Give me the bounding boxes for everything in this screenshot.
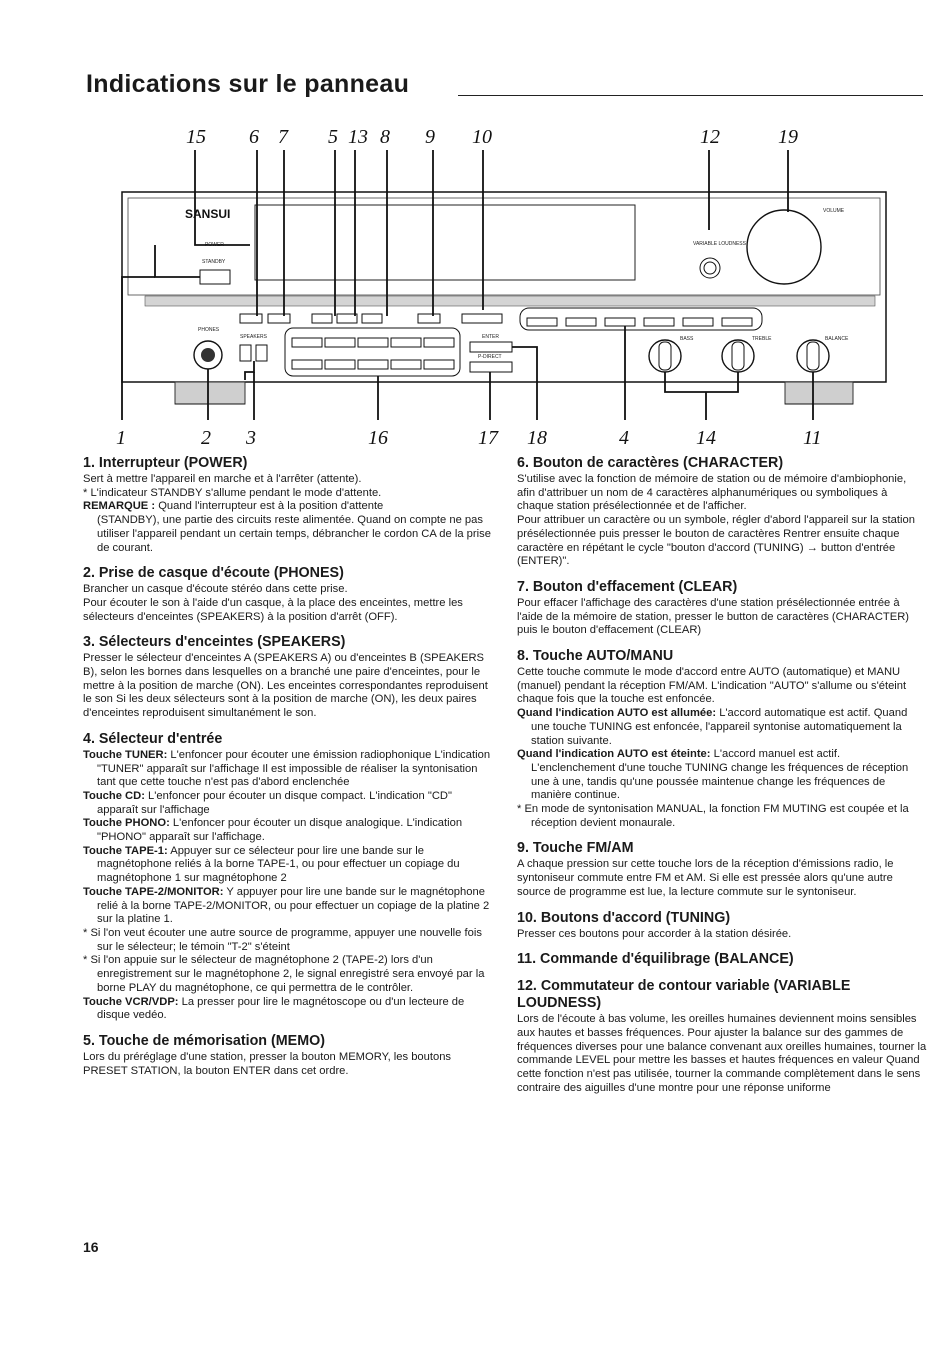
callout-18: 18 <box>527 427 547 449</box>
paragraph-text: Pour attribuer un caractère ou un symbole, régler d'abord l'appareil sur la station présélectionnée puis presser le bouton de caractères Rentrer ensuite chaque caractère en répétant le cycle "bouton d'accord (TUNING) → button d'entrée (ENTER)". <box>517 514 915 568</box>
section-heading: 12. Commutateur de contour variable (VARIABLE LOUDNESS) <box>517 978 851 1012</box>
paragraph <box>517 928 927 942</box>
section-heading: 8. Touche AUTO/MANU <box>517 648 674 665</box>
paragraph <box>83 652 493 721</box>
phones-label: PHONES <box>198 327 220 333</box>
section-heading: 5. Touche de mémorisation (MEMO) <box>83 1032 326 1049</box>
section <box>83 731 493 1023</box>
section <box>517 579 927 638</box>
bold-lead: Touche CD: <box>83 789 145 802</box>
paragraph-text: Lors de l'écoute à bas volume, les oreilles humaines deviennent moins sensibles aux hautes et basses fréquences. Pour ajuster la balance sur des gammes de fréquences diverses pour une balance convenant aux oreilles humaines, tourner la commande LEVEL pour mettre les basses et hautes fréquences en valeur Quand cette fonction n'est pas utilisée, tourner la commande complètement dans le sens contraire des aiguilles d'une montre pour une réponse uniforme <box>517 1013 927 1094</box>
paragraph <box>83 473 493 487</box>
pdirect-label: P-DIRECT <box>478 354 502 360</box>
paragraph <box>83 996 493 1023</box>
section <box>517 951 927 968</box>
paragraph-text: Brancher un casque d'écoute stéréo dans cette prise. <box>83 583 348 596</box>
section-heading: 3. Sélecteurs d'enceintes (SPEAKERS) <box>83 634 346 651</box>
paragraph-text: Presser le sélecteur d'enceintes A (SPEAKERS A) ou d'enceintes B (SPEAKERS B), selon les bornes dans lesquelles on a branché une paire d'enceintes, pour le mettre à la position de marche (ON). Les enceintes correspondantes reproduisent le son Si les deux sélecteurs sont à la position de marche (ON), les deux paires d'enceintes reproduisent simultanément le son. <box>83 652 488 720</box>
paragraph-text: L'accord manuel est actif. L'enclenchement d'une touche TUNING change les fréquences de réception une à une, tandis qu'une poussée maintenue change les fréquences de manière continue. <box>531 748 909 802</box>
bass-label: BASS <box>680 336 694 342</box>
paragraph-text: La presser pour lire le magnétoscope ou d'un lecteure de disque vedéo. <box>97 995 465 1022</box>
section-heading: 2. Prise de casque d'écoute (PHONES) <box>83 565 344 582</box>
right-column <box>517 455 927 1106</box>
treble-label: TREBLE <box>752 336 772 342</box>
paragraph <box>83 487 493 501</box>
paragraph <box>517 858 927 899</box>
volume-label: VOLUME <box>823 208 845 214</box>
bold-lead: Touche PHONO: <box>83 817 170 830</box>
paragraph <box>83 927 493 954</box>
paragraph <box>83 583 493 597</box>
callout-10: 10 <box>472 126 492 148</box>
enter-label: ENTER <box>482 334 499 340</box>
section <box>517 455 927 569</box>
paragraph <box>517 473 927 514</box>
callout-8: 8 <box>380 126 390 148</box>
page-title: Indications sur le panneau <box>86 70 410 98</box>
loudness-label: VARIABLE LOUDNESS <box>693 241 746 247</box>
sansui-logo: SANSUI <box>185 207 231 221</box>
paragraph-text: Pour effacer l'affichage des caractères d'une station présélectionnée entrée à l'aide de la mémoire de station, presser le button de caractères (CHARACTER) puis le bouton d'effacement (CLEAR) <box>517 596 909 637</box>
paragraph <box>83 500 493 514</box>
callout-5: 5 <box>328 126 338 148</box>
section <box>517 648 927 830</box>
paragraph-text: * L'indicateur STANDBY s'allume pendant le mode d'attente. <box>83 486 382 499</box>
callout-14: 14 <box>696 427 716 449</box>
callout-16: 16 <box>368 427 388 449</box>
paragraph <box>83 817 493 844</box>
paragraph <box>517 666 927 707</box>
paragraph-text: Pour écouter le son à l'aide d'un casque, à la place des enceintes, mettre les sélecteurs d'enceintes (SPEAKERS) à la position d'arrêt (OFF). <box>83 596 463 623</box>
callout-6: 6 <box>249 126 259 148</box>
paragraph-text: * Si l'on veut écouter une autre source de programme, appuyer une nouvelle fois sur le sélecteur; le témoin "T-2" s'éteint <box>83 926 482 953</box>
standby-label: STANDBY <box>202 259 226 265</box>
bold-lead: Touche TAPE-2/MONITOR: <box>83 885 224 898</box>
paragraph <box>83 886 493 927</box>
section-heading: 1. Interrupteur (POWER) <box>83 455 248 471</box>
bold-lead: Touche VCR/VDP: <box>83 995 179 1008</box>
callout-13: 13 <box>348 126 368 148</box>
bold-lead: Quand l'indication AUTO est allumée: <box>517 707 717 720</box>
bold-lead: Touche TAPE-1: <box>83 844 168 857</box>
section <box>517 840 927 899</box>
paragraph <box>83 1051 493 1078</box>
paragraph-text: L'accord automatique est actif. Quand une touche TUNING est enfoncée, l'appareil syntonise automatiquement la station suivante. <box>531 707 908 747</box>
section-heading: 4. Sélecteur d'entrée <box>83 730 223 747</box>
paragraph <box>517 597 927 638</box>
callout-15: 15 <box>186 126 206 148</box>
callout-9: 9 <box>425 126 435 148</box>
callout-7: 7 <box>278 126 288 148</box>
section-heading: 7. Bouton d'effacement (CLEAR) <box>517 578 738 595</box>
paragraph-text: Y appuyer pour lire une bande sur le magnétophone relié à la borne TAPE-2/MONITOR, ou pour effectuer un copiage de la platine 2 sur la platine 1. <box>97 885 490 926</box>
bold-lead: Quand l'indication AUTO est éteinte: <box>517 748 711 761</box>
callout-3: 3 <box>246 427 256 449</box>
paragraph-text: (STANDBY), une partie des circuits reste alimentée. Quand on compte ne pas utiliser l'appareil pendant un certain temps, débrancher le cordon CA de la prise de courant. <box>97 514 491 554</box>
section-heading: 9. Touche FM/AM <box>517 840 634 857</box>
paragraph-text: * En mode de syntonisation MANUAL, la fonction FM MUTING est coupée et la réception devient monaurale. <box>517 803 909 829</box>
paragraph-text: * Si l'on appuie sur le sélecteur de magnétophone 2 (TAPE-2) lors d'un enregistrement sur le magnétophone 2, le signal enregistré sera envoyé par la borne PLAY du magnétophone, ce qui permettra de le contrôler. <box>83 954 485 994</box>
paragraph <box>83 845 493 886</box>
section <box>83 1033 493 1078</box>
paragraph-text: L'enfoncer pour écouter une émission radiophonique L'indication "TUNER" apparaît sur l'affichage Il est impossible de réaliser la syntonisation tant que cette touche n'est pas d'abord enclenchée <box>97 748 491 789</box>
paragraph-text: Presser ces boutons pour accorder à la station désirée. <box>517 927 792 940</box>
callout-2: 2 <box>201 427 211 449</box>
paragraph <box>517 707 927 748</box>
callout-1: 1 <box>116 427 126 449</box>
paragraph-text: S'utilise avec la fonction de mémoire de station ou de mémoire d'ambiophonie, afin d'attribuer un nom de 4 caractères alphanumériques ou symboliques à chaque station présélectionnée et de l'afficher. <box>517 473 907 513</box>
paragraph <box>83 514 493 555</box>
section <box>83 634 493 721</box>
callout-12: 12 <box>700 126 720 148</box>
section <box>83 565 493 624</box>
speakers-label: SPEAKERS <box>240 334 267 340</box>
section-heading: 10. Boutons d'accord (TUNING) <box>517 909 731 926</box>
paragraph-text: Appuyer sur ce sélecteur pour lire une bande sur le magnétophone reliés à la borne TAPE-1, ou pour effectuer un copiage du magnétophone 1 sur magnétophone 2 <box>97 844 460 885</box>
power-label: POWER <box>205 242 224 248</box>
paragraph-text: L'enfoncer pour écouter un disque compact. L'indication "CD" apparaît sur l'affichage <box>97 789 452 816</box>
paragraph-text: Quand l'interrupteur est à la position d'attente <box>155 500 384 513</box>
bold-lead: Touche TUNER: <box>83 748 168 761</box>
section <box>517 978 927 1095</box>
paragraph-text: Cette touche commute le mode d'accord entre AUTO (automatique) et MANU (manuel) pendant la réception FM/AM. L'indication "AUTO" s'allume ou s'éteint chaque fois que la touche est enfoncée. <box>517 666 907 706</box>
page-number: 16 <box>83 1239 99 1255</box>
paragraph-text: A chaque pression sur cette touche lors de la réception d'émissions radio, le syntoniseur commute entre FM et AM. Si elle est pressée alors qu'une autre source de programme est lue, la lecture commute sur le syntoniseur. <box>517 858 894 898</box>
paragraph <box>83 954 493 995</box>
paragraph <box>83 790 493 817</box>
section-heading: 6. Bouton de caractères (CHARACTER) <box>517 455 784 471</box>
section-heading: 11. Commande d'équilibrage (BALANCE) <box>517 951 794 968</box>
paragraph <box>517 1013 927 1095</box>
callout-17: 17 <box>478 427 498 449</box>
paragraph-text: Lors du préréglage d'une station, presser la bouton MEMORY, les boutons PRESET STATION, la bouton ENTER dans cet ordre. <box>83 1050 452 1077</box>
paragraph-text: L'enfoncer pour écouter un disque analogique. L'indication "PHONO" apparaît sur l'affichage. <box>97 817 463 844</box>
callout-4: 4 <box>619 427 629 449</box>
callout-11: 11 <box>803 427 822 449</box>
section <box>517 910 927 942</box>
paragraph <box>83 749 493 790</box>
paragraph <box>83 597 493 624</box>
section <box>83 455 493 555</box>
balance-label: BALANCE <box>825 336 849 342</box>
left-column <box>83 455 493 1088</box>
paragraph-text: Sert à mettre l'appareil en marche et à l'arrêter (attente). <box>83 473 362 485</box>
paragraph <box>517 514 927 569</box>
paragraph <box>517 748 927 803</box>
front-panel-diagram <box>0 115 950 455</box>
callout-19: 19 <box>778 126 798 148</box>
title-rule <box>458 95 923 96</box>
paragraph <box>517 803 927 830</box>
top-button-row <box>240 314 502 323</box>
bold-lead: REMARQUE : <box>83 500 156 513</box>
